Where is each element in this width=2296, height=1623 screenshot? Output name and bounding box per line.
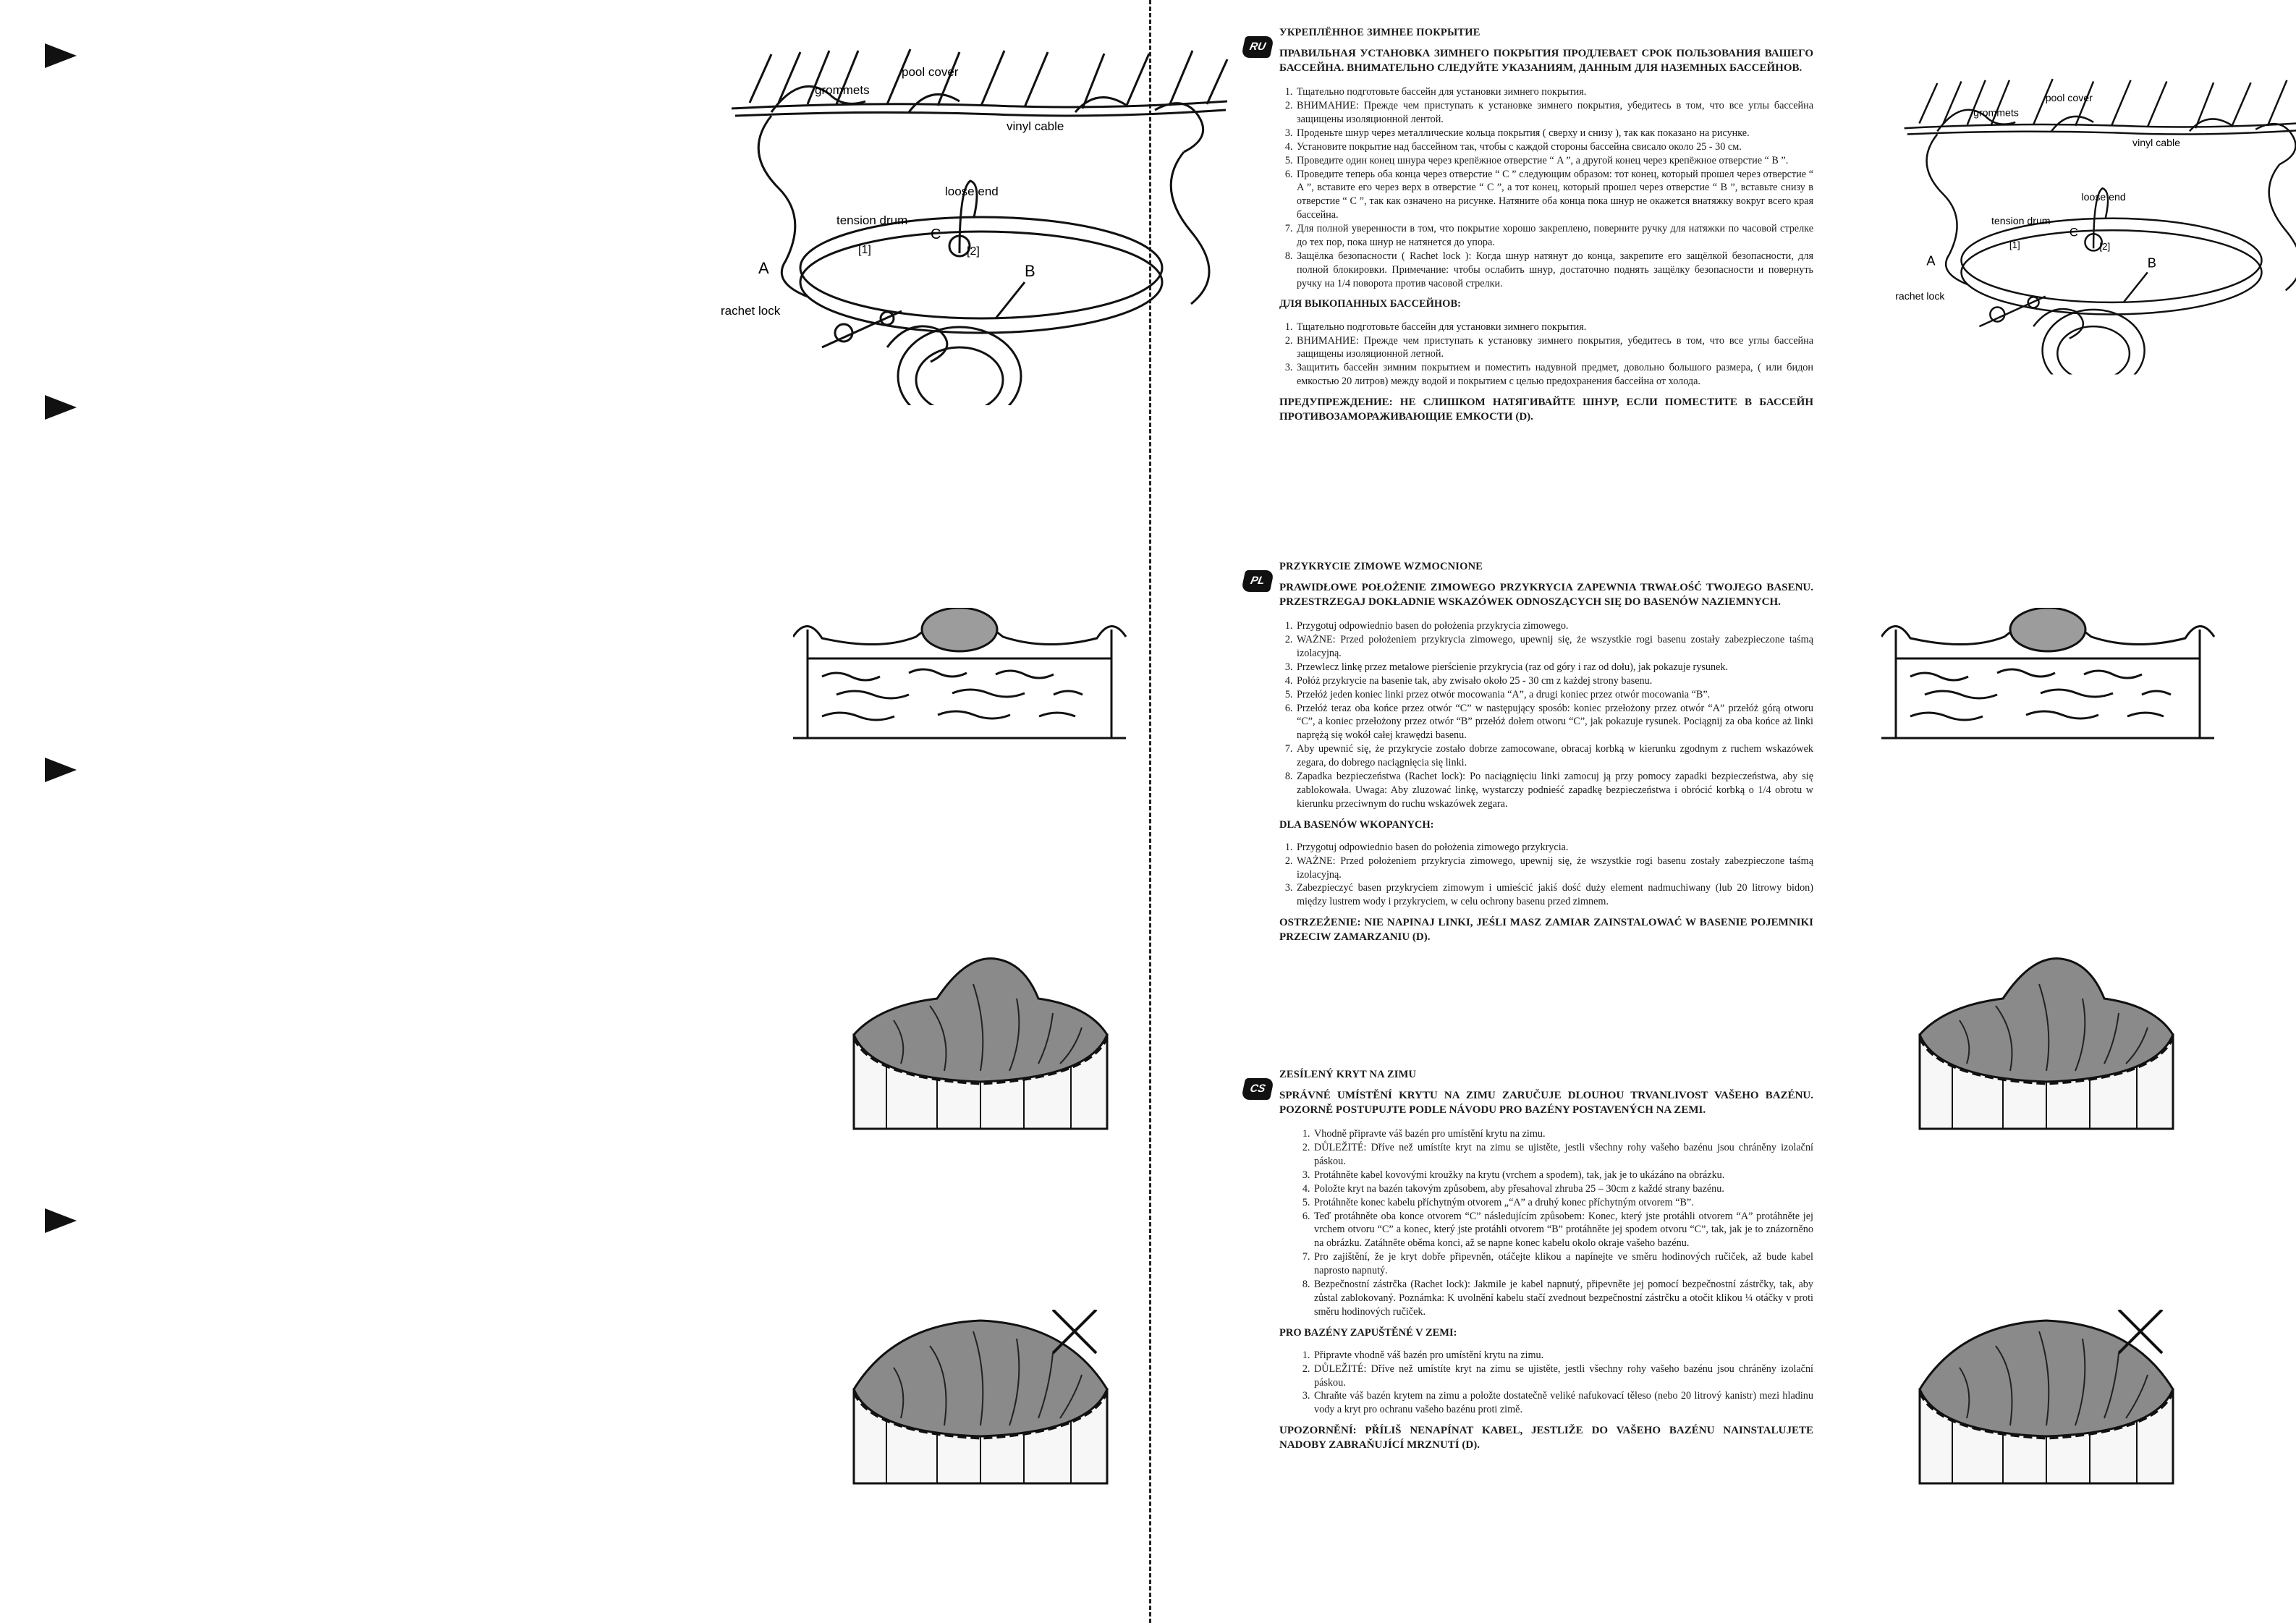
pl-step: 4. Połóż przykrycie na basenie tak, aby zwisało około 25 - 30 cm z każdej strony basenu. (1295, 674, 1813, 688)
antifreeze-water-diagram (793, 608, 1133, 753)
label-2-right: [2] (2099, 240, 2111, 252)
cs-inground-step: 2. DŮLEŽITÉ: Dříve než umístíte kryt na zimu se ujistěte, jestli všechny rohy vašeho bazénu jsou chráněny izolační páskou. (1313, 1363, 1813, 1390)
pl-inground-title: DLA BASENÓW WKOPANYCH: (1279, 818, 1434, 831)
ru-intro: ПРАВИЛЬНАЯ УСТАНОВКА ЗИМНЕГО ПОКРЫТИЯ ПРОДЛЕВАЕТ СРОК ПОЛЬЗОВАНИЯ ВАШЕГО БАССЕЙНА. ВНИМАТЕЛЬНО СЛЕДУЙТЕ УКАЗАНИЯМ, ДАННЫМ ДЛЯ НАЗЕМНЫХ БАССЕЙНОВ. (1279, 48, 1813, 74)
label-vinyl-cable: vinyl cable (1007, 119, 1064, 133)
label-b: B (1025, 262, 1035, 280)
cable-installation-diagram-right (1895, 74, 2296, 374)
pl-step: 2. WAŻNE: Przed położeniem przykrycia zimowego, upewnij się, że wszystkie rogi basenu zostały zabezpieczone taśmą izolacyjną. (1295, 633, 1813, 661)
ru-warning: ПРЕДУПРЕЖДЕНИЕ: НЕ СЛИШКОМ НАТЯГИВАЙТЕ ШНУР, ЕСЛИ ПОМЕСТИТЕ В БАССЕЙН ПРОТИВОЗАМОРАЖИВАЮЩИЕ ЕМКОСТИ (D). (1279, 397, 1813, 423)
lang-tag-cs: CS (1241, 1078, 1274, 1100)
cs-title: ZESÍLENÝ KRYT NA ZIMU (1279, 1069, 1417, 1080)
cs-step: 7. Pro zajištění, že je kryt dobře připevněn, otáčejte klikou a napínejte ve směru hodinových ručiček, až bude kabel naprosto napnutý. (1313, 1250, 1813, 1278)
label-b-right: B (2147, 255, 2156, 271)
lang-tag-ru: RU (1241, 36, 1274, 58)
ru-step: 5. Проведите один конец шнура через крепёжное отверстие “ A ”, а другой конец через крепёжное отверстие “ B ”. (1295, 154, 1813, 168)
label-1-right: [1] (2009, 240, 2020, 251)
cs-step: 6. Teď protáhněte oba konce otvorem “C” následujícím způsobem: Konec, který jste protáhli otvorem “A” protáhněte jej vrchem otvoru “C” a konec, který jste protáhli otvorem “B” protáhněte jej spodem otvoru “C”, tak, jak je to znázorněno na obrázku. Zatáhněte oběma konci, až se napne konec kabelu okolo okraje vašeho bazénu. (1313, 1210, 1813, 1251)
arrow-marker-1 (45, 43, 77, 68)
incorrect-cover-illustration (850, 1310, 1125, 1491)
pl-warning: OSTRZEŻENIE: NIE NAPINAJ LINKI, JEŚLI MASZ ZAMIAR ZAINSTALOWAĆ W BASENIE POJEMNIKI PRZECIW ZAMARZANIU (D). (1279, 917, 1813, 943)
label-vinyl-cable-right: vinyl cable (2132, 137, 2180, 149)
label-pool-cover: pool cover (902, 65, 959, 79)
label-1: [1] (858, 244, 871, 256)
ru-step: 3. Проденьте шнур через металлические кольца покрытия ( сверху и снизу ), так как показано на рисунке. (1295, 127, 1813, 140)
ru-steps (1279, 85, 1813, 290)
ru-step: 7. Для полной уверенности в том, что покрытие хорошо закреплено, поверните ручку для натяжки по часовой стрелке до тех пор, пока шнур не натянется до упора. (1295, 222, 1813, 250)
correct-cover-illustration (850, 955, 1111, 1136)
correct-cover-illustration-right (1916, 955, 2177, 1136)
ru-inground-title: ДЛЯ ВЫКОПАННЫХ БАССЕЙНОВ: (1279, 298, 1461, 310)
pl-step: 8. Zapadka bezpieczeństwa (Rachet lock): Po naciągnięciu linki zamocuj ją przy pomocy zapadki bezpieczeństwa, aby się zablokowała. Uwaga: Aby zluzować linkę, wystarczy podnieść zapadkę bezpieczeństwa i obrócić korbką o 1/4 obrotu w kierunku przeciwnym do ruchu wskazówek zegara. (1295, 770, 1813, 811)
pl-inground-step: 1. Przygotuj odpowiednio basen do położenia zimowego przykrycia. (1295, 841, 1813, 855)
ru-inground-step: 2. ВНИМАНИЕ: Прежде чем приступать к установку зимнего покрытия, убедитесь в том, что все углы бассейна защищены изоляционной летной. (1295, 334, 1813, 362)
pl-inground-steps (1279, 841, 1813, 909)
cs-step: 5. Protáhněte konec kabelu příchytným otvorem „“A” a druhý konec příchytným otvorem “B”. (1313, 1196, 1813, 1210)
ru-step: 1. Тщательно подготовьте бассейн для установки зимнего покрытия. (1295, 85, 1813, 99)
antifreeze-water-diagram-right (1881, 608, 2221, 753)
cs-inground-step: 1. Připravte vhodně váš bazén pro umístění krytu na zimu. (1313, 1349, 1813, 1363)
label-2: [2] (967, 245, 980, 258)
section-ru (1248, 26, 1813, 560)
pl-inground-step: 2. WAŻNE: Przed położeniem przykrycia zimowego, upewnij się, że wszystkie rogi basenu zostały zabezpieczone taśmą izolacyjną. (1295, 855, 1813, 882)
pl-step: 3. Przewleсz linkę przez metalowe pierścienie przykrycia (raz od góry i raz od dołu), jak pokazuje rysunek. (1295, 661, 1813, 674)
label-a: A (758, 259, 769, 277)
ru-step: 6. Проведите теперь оба конца через отверстие “ C ” следующим образом: тот конец, который прошел через отверстие “ A ”, вставите его через верх в отверстие “ C ”, а тот конец, который прошел через отверстие “ B ”, вставьте снизу в отверстие “ C ”, так как означено на рисунке. Натяните оба конца пока шнур не окажется внатяжку вокруг всего края бассейна. (1295, 168, 1813, 223)
ru-inground-step: 1. Тщательно подготовьте бассейн для установки зимнего покрытия. (1295, 321, 1813, 334)
cs-warning: UPOZORNĚNÍ: PŘÍLIŠ NENAPÍNAT KABEL, JESTLIŽE DO VAŠEHO BAZÉNU NAINSTALUJETE NADOBY ZABRAŇUJÍCÍ MRZNUTÍ (D). (1279, 1425, 1813, 1451)
pl-intro: PRAWIDŁOWE POŁOŻENIE ZIMOWEGO PRZYKRYCIA ZAPEWNIA TRWAŁOŚĆ TWOJEGO BASENU. PRZESTRZEGAJ DOKŁADNIE WSKAZÓWEK ODNOSZĄCYCH SIĘ DO BASENÓW NAZIEMNYCH. (1279, 582, 1813, 608)
label-loose-end-right: loose end (2081, 190, 2126, 203)
cs-step: 4. Položte kryt na bazén takovým způsobem, aby přesahoval zhruba 25 – 30cm z každé strany bazénu. (1313, 1182, 1813, 1196)
ru-step: 2. ВНИМАНИЕ: Прежде чем приступать к установке зимнего покрытия, убедитесь в том, что все углы бассейна защищены изоляционной лентой. (1295, 99, 1813, 127)
cs-steps (1279, 1127, 1813, 1318)
cs-inground-steps (1279, 1349, 1813, 1417)
cs-step: 1. Vhodně připravte váš bazén pro umístění krytu na zimu. (1313, 1127, 1813, 1141)
label-grommets-right: grommets (1973, 106, 2019, 119)
ru-inground-step: 3. Защитить бассейн зимним покрытием и поместить надувной предмет, довольно большого размера, ( или бидон емкостью 20 литров) между водой и покрытием с целью предохранения бассейна от холода. (1295, 361, 1813, 389)
instructions-column (1248, 26, 1813, 1462)
pl-step: 7. Aby upewnić się, że przykrycie zostało dobrze zamocowane, obracaj korbką w kierunku zgodnym z ruchem wskazówek zegara, do dobrego naciągnięcia się linki. (1295, 742, 1813, 770)
ru-inground-steps (1279, 321, 1813, 389)
arrow-marker-2 (45, 395, 77, 420)
label-tension-drum: tension drum (836, 213, 908, 227)
arrow-marker-3 (45, 758, 77, 782)
label-rachet-lock: rachet lock (721, 304, 781, 318)
pl-steps (1279, 619, 1813, 810)
cable-installation-diagram (721, 43, 1242, 405)
label-loose-end: loose end (945, 185, 999, 198)
cross-mark-icon (1053, 1310, 1096, 1353)
ru-step: 4. Установите покрытие над бассейном так, чтобы с каждой стороны бассейна свисало около 25 - 30 см. (1295, 140, 1813, 154)
pl-inground-step: 3. Zabezpieczyć basen przykryciem zimowym i umieścić jakiś dość duży element nadmuchiwany (lub 20 litrowy bidon) między lustrem wody i przykryciem, w celu ochrony basenu przed zimnem. (1295, 881, 1813, 909)
cs-inground-step: 3. Chraňte váš bazén krytem na zimu a položte dostatečně veliké nafukovací těleso (nebo 20 litrový kanistr) mezi hladinu vody a kryt pro ochranu vašeho bazénu proti zimě. (1313, 1389, 1813, 1417)
label-grommets: grommets (815, 83, 870, 97)
section-pl (1249, 560, 1813, 1068)
section-cs (1248, 1068, 1813, 1452)
cs-step: 3. Protáhněte kabel kovovými kroužky na krytu (vrchem a spodem), tak, jak je to ukázáno na obrázku. (1313, 1169, 1813, 1182)
pl-step: 5. Przełóż jeden koniec linki przez otwór mocowania “A”, a drugi koniec przez otwór mocowania “B”. (1295, 688, 1813, 702)
label-pool-cover-right: pool cover (2045, 91, 2093, 103)
cs-step: 8. Bezpečnostní zástrčka (Rachet lock): Jakmile je kabel napnutý, připevněte jej pomocí bezpečnostní zástrčky, tak, aby zůstal zablokovaný. Poznámka: K uvolnění kabelu stačí zvednout bezpečnostní zástrčku a otočit klikou ¼ otáčky v proti směru hodinových ručiček. (1313, 1278, 1813, 1319)
cross-mark-icon-right (2119, 1310, 2162, 1353)
label-rachet-lock-right: rachet lock (1895, 289, 1945, 302)
ru-step: 8. Защёлка безопасности ( Rachet lock ): Когда шнур натянут до конца, закрепите его защёлкой безопасности, для полной блокировки. Примечание: чтобы ослабить шнур, достаточно поднять защёлку безопасности и повернуть ручку на 1/4 поворота против часовой стрелки. (1295, 250, 1813, 291)
label-a-right: A (1926, 253, 1936, 268)
pl-title: PRZYKRYCIE ZIMOWE WZMOCNIONE (1279, 561, 1483, 572)
cs-step: 2. DŮLEŽITÉ: Dříve než umístíte kryt na zimu se ujistěte, jestli všechny rohy vašeho bazénu jsou chráněny izolační páskou. (1313, 1141, 1813, 1169)
label-c-right: C (2069, 225, 2078, 240)
arrow-marker-4 (45, 1208, 77, 1233)
lang-tag-pl: PL (1241, 570, 1274, 592)
cs-intro: SPRÁVNÉ UMÍSTĚNÍ KRYTU NA ZIMU ZARUČUJE DLOUHOU TRVANLIVOST VAŠEHO BAZÉNU. POZORNĚ POSTUPUJTE PODLE NÁVODU PRO BAZÉNY POSTAVENÝCH NA ZEMI. (1279, 1090, 1813, 1116)
incorrect-cover-illustration-right (1916, 1310, 2191, 1491)
pl-step: 6. Przełóż teraz oba końce przez otwór “C” w następujący sposób: koniec przełożony przez otwór “A” przełóż górą otworu “C”, a koniec przełożony przez otwór “B” przełóż dołem otworu “C”, jak pokazuje rysunek. Pociągnij za oba końce aż linki naprężą się wokół całej krawędzi basenu. (1295, 702, 1813, 743)
label-c: C (931, 226, 941, 242)
cs-inground-title: PRO BAZÉNY ZAPUŠTĚNÉ V ZEMI: (1279, 1326, 1457, 1339)
label-tension-drum-right: tension drum (1991, 215, 2051, 226)
pl-step: 1. Przygotuj odpowiednio basen do położenia przykrycia zimowego. (1295, 619, 1813, 633)
ru-title: УКРЕПЛЁННОЕ ЗИМНЕЕ ПОКРЫТИЕ (1279, 27, 1480, 38)
